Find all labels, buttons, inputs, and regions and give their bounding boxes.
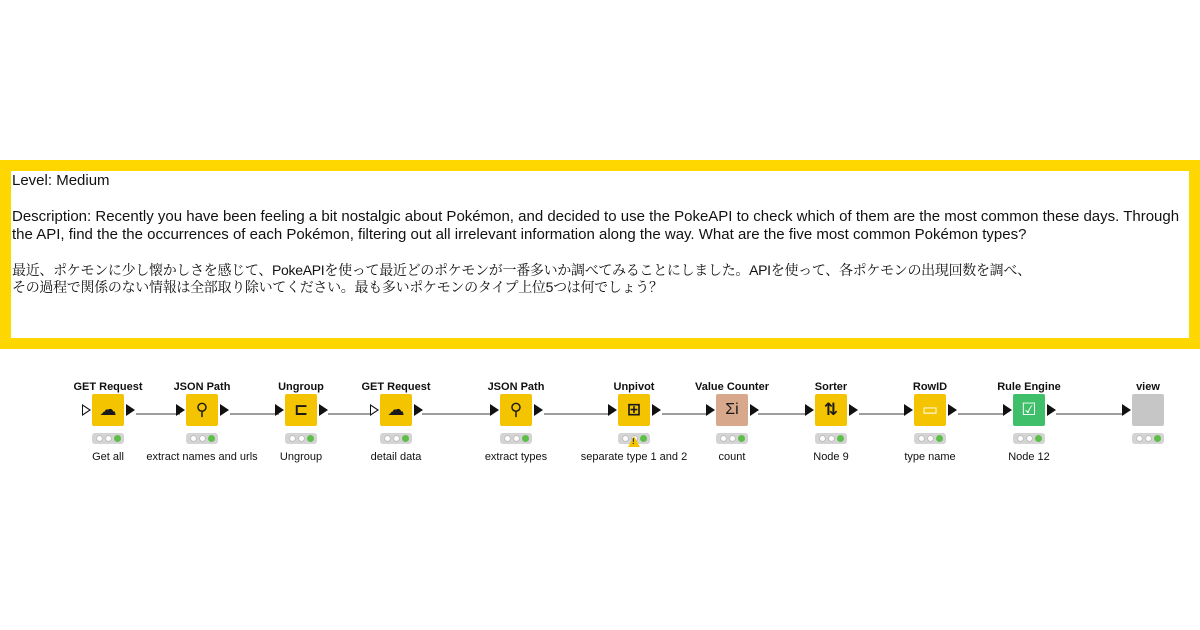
node-label[interactable]: type name bbox=[904, 451, 956, 463]
status-traffic-light bbox=[1013, 433, 1045, 444]
node-label[interactable]: extract types bbox=[484, 451, 548, 463]
json-path-icon[interactable]: ⚲ bbox=[186, 394, 218, 426]
node-title: GET Request bbox=[361, 381, 431, 393]
node-label[interactable]: count bbox=[718, 451, 746, 463]
output-port[interactable] bbox=[849, 404, 858, 416]
node-title: Sorter bbox=[814, 381, 848, 393]
input-port[interactable] bbox=[176, 404, 185, 416]
output-port[interactable] bbox=[220, 404, 229, 416]
node-title: Rule Engine bbox=[997, 381, 1061, 393]
status-traffic-light bbox=[1132, 433, 1164, 444]
status-traffic-light bbox=[716, 433, 748, 444]
rowid-icon[interactable]: ▭ bbox=[914, 394, 946, 426]
sorter-icon[interactable]: ⇅ bbox=[815, 394, 847, 426]
input-port[interactable] bbox=[275, 404, 284, 416]
output-port[interactable] bbox=[948, 404, 957, 416]
output-port[interactable] bbox=[652, 404, 661, 416]
status-traffic-light bbox=[500, 433, 532, 444]
input-port[interactable] bbox=[490, 404, 499, 416]
annotation-level: Level: Medium bbox=[12, 172, 110, 189]
input-port[interactable] bbox=[82, 404, 91, 416]
node-label[interactable]: Get all bbox=[92, 451, 124, 463]
input-port[interactable] bbox=[608, 404, 617, 416]
input-port[interactable] bbox=[805, 404, 814, 416]
input-port[interactable] bbox=[904, 404, 913, 416]
status-traffic-light bbox=[186, 433, 218, 444]
annotation-description: Description: Recently you have been feeling a bit nostalgic about Pokémon, and decided to use the PokeAPI to check which of them are the most common these days. Through the API, find the the occurrences of each Pokémon, filtering out all irrelevant information along the way. What are the five most common Pokémon types? bbox=[12, 208, 1180, 243]
node-label[interactable]: Node 9 bbox=[813, 451, 849, 463]
node-label[interactable]: detail data bbox=[370, 451, 422, 463]
status-traffic-light bbox=[92, 433, 124, 444]
view-icon[interactable] bbox=[1132, 394, 1164, 426]
get-request-icon[interactable]: ☁ bbox=[380, 394, 412, 426]
warning-icon[interactable] bbox=[628, 436, 640, 447]
node-view[interactable] bbox=[1088, 381, 1200, 471]
output-port[interactable] bbox=[319, 404, 328, 416]
node-title: JSON Path bbox=[487, 381, 545, 393]
input-port[interactable] bbox=[370, 404, 379, 416]
node-label[interactable]: Ungroup bbox=[279, 451, 323, 463]
status-traffic-light bbox=[380, 433, 412, 444]
node-title: Value Counter bbox=[695, 381, 769, 393]
unpivot-icon[interactable]: ⊞ bbox=[618, 394, 650, 426]
input-port[interactable] bbox=[706, 404, 715, 416]
node-title: GET Request bbox=[73, 381, 143, 393]
node-label[interactable]: Node 12 bbox=[1008, 451, 1050, 463]
annotation-japanese-line-2: その過程で関係のない情報は全部取り除いてください。最も多いポケモンのタイプ上位5つは何でしょう？ bbox=[12, 279, 663, 295]
ungroup-icon[interactable]: ⊏ bbox=[285, 394, 317, 426]
node-title: JSON Path bbox=[173, 381, 231, 393]
node-title: RowID bbox=[912, 381, 948, 393]
node-title: Unpivot bbox=[613, 381, 655, 393]
status-traffic-light bbox=[815, 433, 847, 444]
annotation-japanese-text bbox=[12, 262, 1181, 296]
rule-engine-icon[interactable]: ☑ bbox=[1013, 394, 1045, 426]
output-port[interactable] bbox=[750, 404, 759, 416]
annotation-japanese-line-1: 最近、ポケモンに少し懐かしさを感じて、PokeAPIを使って最近どのポケモンが一番多いか調べてみることにしました。APIを使って、各ポケモンの出現回数を調べ、 bbox=[12, 262, 1031, 278]
input-port[interactable] bbox=[1122, 404, 1131, 416]
node-rule-engine[interactable] bbox=[969, 381, 1089, 471]
value-counter-icon[interactable]: Σi bbox=[716, 394, 748, 426]
workflow-annotation[interactable] bbox=[0, 160, 1200, 349]
status-traffic-light bbox=[914, 433, 946, 444]
output-port[interactable] bbox=[126, 404, 135, 416]
node-title: Ungroup bbox=[278, 381, 324, 393]
output-port[interactable] bbox=[414, 404, 423, 416]
node-title: view bbox=[1136, 381, 1160, 393]
get-request-icon[interactable]: ☁ bbox=[92, 394, 124, 426]
output-port[interactable] bbox=[534, 404, 543, 416]
node-label[interactable]: extract names and urls bbox=[146, 451, 258, 463]
status-traffic-light bbox=[285, 433, 317, 444]
output-port[interactable] bbox=[1047, 404, 1056, 416]
input-port[interactable] bbox=[1003, 404, 1012, 416]
node-label[interactable]: separate type 1 and 2 bbox=[580, 451, 688, 463]
json-path-icon[interactable]: ⚲ bbox=[500, 394, 532, 426]
